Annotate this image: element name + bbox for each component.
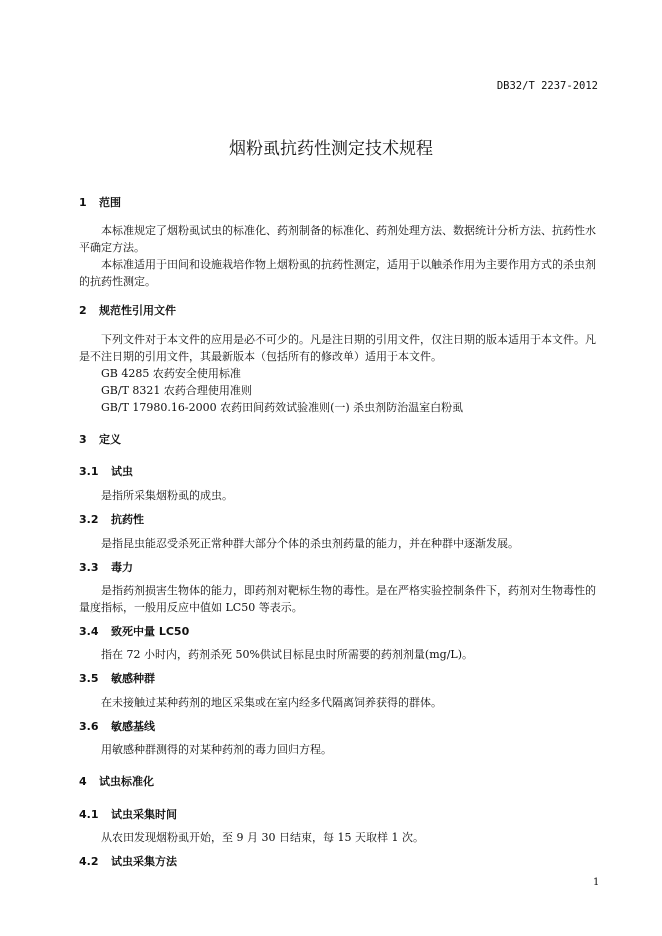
paragraph-3-6: 用敏感种群测得的对某种药剂的毒力回归方程。 [101,743,332,756]
section-4-2-heading [79,853,177,869]
section-3-3-heading [79,559,133,575]
paragraph-4-1: 从农田发现烟粉虱开始，至 9 月 30 日结束，每 15 天取样 1 次。 [101,831,424,844]
section-title: 试虫采集方法 [111,855,177,868]
section-title: 定义 [99,433,121,446]
document-title: 烟粉虱抗药性测定技术规程 [229,139,433,159]
document-code: DB32/T 2237-2012 [496,80,598,92]
section-3-5-heading [79,670,155,686]
section-2-heading [79,302,176,318]
section-number: 3.6 [79,720,99,733]
section-title: 抗药性 [111,513,144,526]
section-number: 3.5 [79,672,99,685]
section-1-heading [79,194,121,210]
section-4-1-heading [79,806,177,822]
section-number: 4 [79,775,87,788]
section-number: 4.2 [79,855,99,868]
paragraph-scope-1: 本标准规定了烟粉虱试虫的标准化、药剂制备的标准化、药剂处理方法、数据统计分析方法、抗药性水平确定方法。 [79,224,596,254]
section-number: 1 [79,196,87,209]
paragraph-3-5: 在未接触过某种药剂的地区采集或在室内经多代隔离饲养获得的群体。 [101,696,442,709]
section-title: 敏感基线 [111,720,155,733]
paragraph-3-4: 指在 72 小时内，药剂杀死 50%供试目标昆虫时所需要的药剂剂量(mg/L)。 [101,648,473,661]
reference-item: GB 4285 农药安全使用标准 [101,367,241,380]
section-3-heading [79,431,121,447]
section-title: 规范性引用文件 [99,304,176,317]
section-title: 试虫 [111,465,133,478]
section-title: 致死中量 LC50 [111,625,190,638]
section-3-2-heading [79,511,144,527]
reference-item: GB/T 8321 农药合理使用准则 [101,384,252,397]
section-title: 试虫采集时间 [111,808,177,821]
section-number: 3.3 [79,561,99,574]
paragraph-scope-2: 本标准适用于田间和设施栽培作物上烟粉虱的抗药性测定，适用于以触杀作用为主要作用方式的杀虫剂的抗药性测定。 [79,258,596,288]
section-title: 毒力 [111,561,133,574]
paragraph-normative-refs: 下列文件对于本文件的应用是必不可少的。凡是注日期的引用文件，仅注日期的版本适用于本文件。凡是不注日期的引用文件，其最新版本（包括所有的修改单）适用于本文件。 [79,333,596,363]
page-number: 1 [593,877,600,888]
section-number: 3 [79,433,87,446]
section-number: 2 [79,304,87,317]
reference-item: GB/T 17980.16-2000 农药田间药效试验准则(一) 杀虫剂防治温室白粉虱 [101,401,464,414]
paragraph-3-2: 是指昆虫能忍受杀死正常种群大部分个体的杀虫剂药量的能力，并在种群中逐渐发展。 [101,537,519,550]
section-title: 范围 [99,196,121,209]
paragraph-3-1: 是指所采集烟粉虱的成虫。 [101,489,233,502]
section-3-6-heading [79,718,155,734]
section-number: 3.1 [79,465,99,478]
section-3-4-heading [79,623,189,639]
section-number: 3.4 [79,625,99,638]
paragraph-3-3: 是指药剂损害生物体的能力，即药剂对靶标生物的毒性。是在严格实验控制条件下，药剂对生物毒性的量度指标，一般用反应中值如 LC50 等表示。 [79,584,596,614]
section-title: 敏感种群 [111,672,155,685]
section-number: 4.1 [79,808,99,821]
section-3-1-heading [79,463,133,479]
section-title: 试虫标准化 [99,775,154,788]
section-number: 3.2 [79,513,99,526]
section-4-heading [79,773,154,789]
